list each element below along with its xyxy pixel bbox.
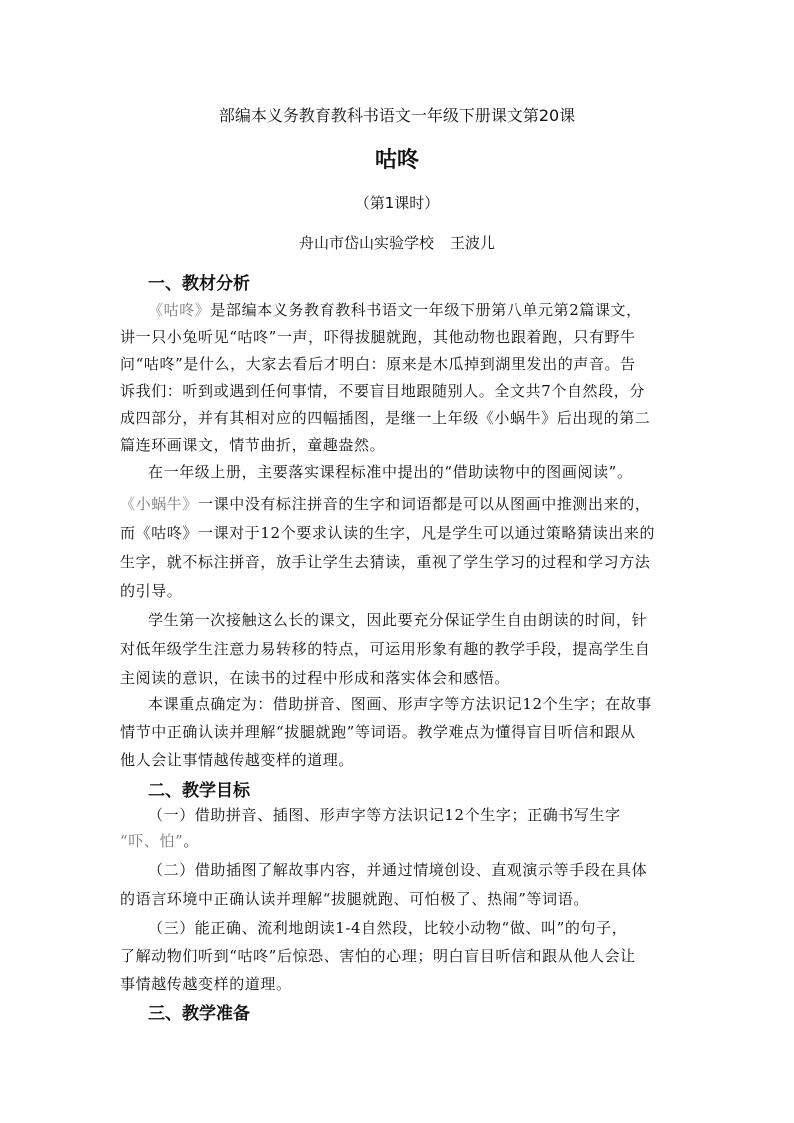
paragraph-line: 篇连环画课文，情节曲折，童趣盎然。 bbox=[120, 436, 386, 454]
paragraph-line: 对低年级学生注意力易转移的特点，可运用形象有趣的教学手段，提高学生自 bbox=[120, 640, 651, 658]
paragraph-line: 他人会让事情越传越变样的道理。 bbox=[120, 751, 355, 769]
section-heading-analysis: 一、教材分析 bbox=[148, 274, 250, 294]
author-school: 舟山市岱山实验学校 bbox=[298, 234, 434, 252]
paragraph-line: （二）借助插图了解故事内容，并通过情境创设、直观演示等手段在具体 bbox=[148, 861, 648, 879]
lesson-period: （第1课时） bbox=[354, 194, 440, 212]
paragraph-line: 而《咕咚》一课对于12个要求认读的生字，凡是学生可以通过策略猜读出来的 bbox=[120, 524, 656, 542]
section-heading-objectives: 二、教学目标 bbox=[148, 781, 250, 801]
paragraph-line: 主阅读的意识，在读书的过程中形成和落实体会和感悟。 bbox=[120, 669, 511, 687]
paragraph-line: （三）能正确、流利地朗读1-4自然段，比较小动物“做、叫”的句子， bbox=[148, 919, 628, 937]
paragraph-line: 事情越传越变样的道理。 bbox=[120, 975, 292, 993]
paragraph-line: 讲一只小兔听见“咕咚”一声，吓得拔腿就跑，其他动物也跟着跑，只有野牛 bbox=[120, 328, 636, 346]
paragraph-line: 生字，就不标注拼音，放手让学生去猜读，重视了学生学习的过程和学习方法 bbox=[120, 553, 651, 571]
paragraph-line: 本课重点确定为：借助拼音、图画、形声字等方法识记12个生字；在故事 bbox=[148, 695, 652, 713]
paragraph-line: 诉我们：听到或遇到任何事情，不要盲目地跟随别人。全文共7个自然段，分 bbox=[120, 382, 645, 400]
paragraph-line: 《小蜗牛》一课中没有标注拼音的生字和词语都是可以从图画中推测出来的， bbox=[120, 495, 651, 513]
paragraph-line: 《咕咚》是部编本义务教育教科书语文一年级下册第八单元第2篇课文， bbox=[148, 301, 642, 319]
document-title: 咕咚 bbox=[374, 148, 419, 173]
paragraph-line: “吓、怕”。 bbox=[120, 832, 199, 850]
paragraph-line: 情节中正确认读并理解“拔腿就跑”等词语。教学难点为懂得盲目听信和跟从 bbox=[120, 723, 636, 741]
paragraph-line: 问“咕咚”是什么，大家去看后才明白：原来是木瓜掉到湖里发出的声音。告 bbox=[120, 355, 636, 373]
paragraph-line: 成四部分，并有其相对应的四幅插图，是继一上年级《小蜗牛》后出现的第二 bbox=[120, 409, 651, 427]
document-subtitle: 部编本义务教育教科书语文一年级下册课文第20课 bbox=[218, 106, 576, 125]
paragraph-line: 学生第一次接触这么长的课文，因此要充分保证学生自由朗读的时间，针 bbox=[148, 611, 648, 629]
paragraph-line: 在一年级上册，主要落实课程标准中提出的“借助读物中的图画阅读”。 bbox=[148, 463, 633, 481]
paragraph-line: 的语言环境中正确认读并理解“拔腿就跑、可怕极了、热闹”等词语。 bbox=[120, 890, 589, 908]
author-name: 王波儿 bbox=[450, 234, 496, 252]
paragraph-line: 的引导。 bbox=[120, 582, 183, 600]
paragraph-line: 了解动物们听到“咕咚”后惊恐、害怕的心理；明白盲目听信和跟从他人会让 bbox=[120, 947, 636, 965]
paragraph-line: （一）借助拼音、插图、形声字等方法识记12个生字；正确书写生字 bbox=[148, 806, 621, 824]
author-line bbox=[0, 232, 794, 253]
section-heading-preparation: 三、教学准备 bbox=[148, 1004, 250, 1024]
